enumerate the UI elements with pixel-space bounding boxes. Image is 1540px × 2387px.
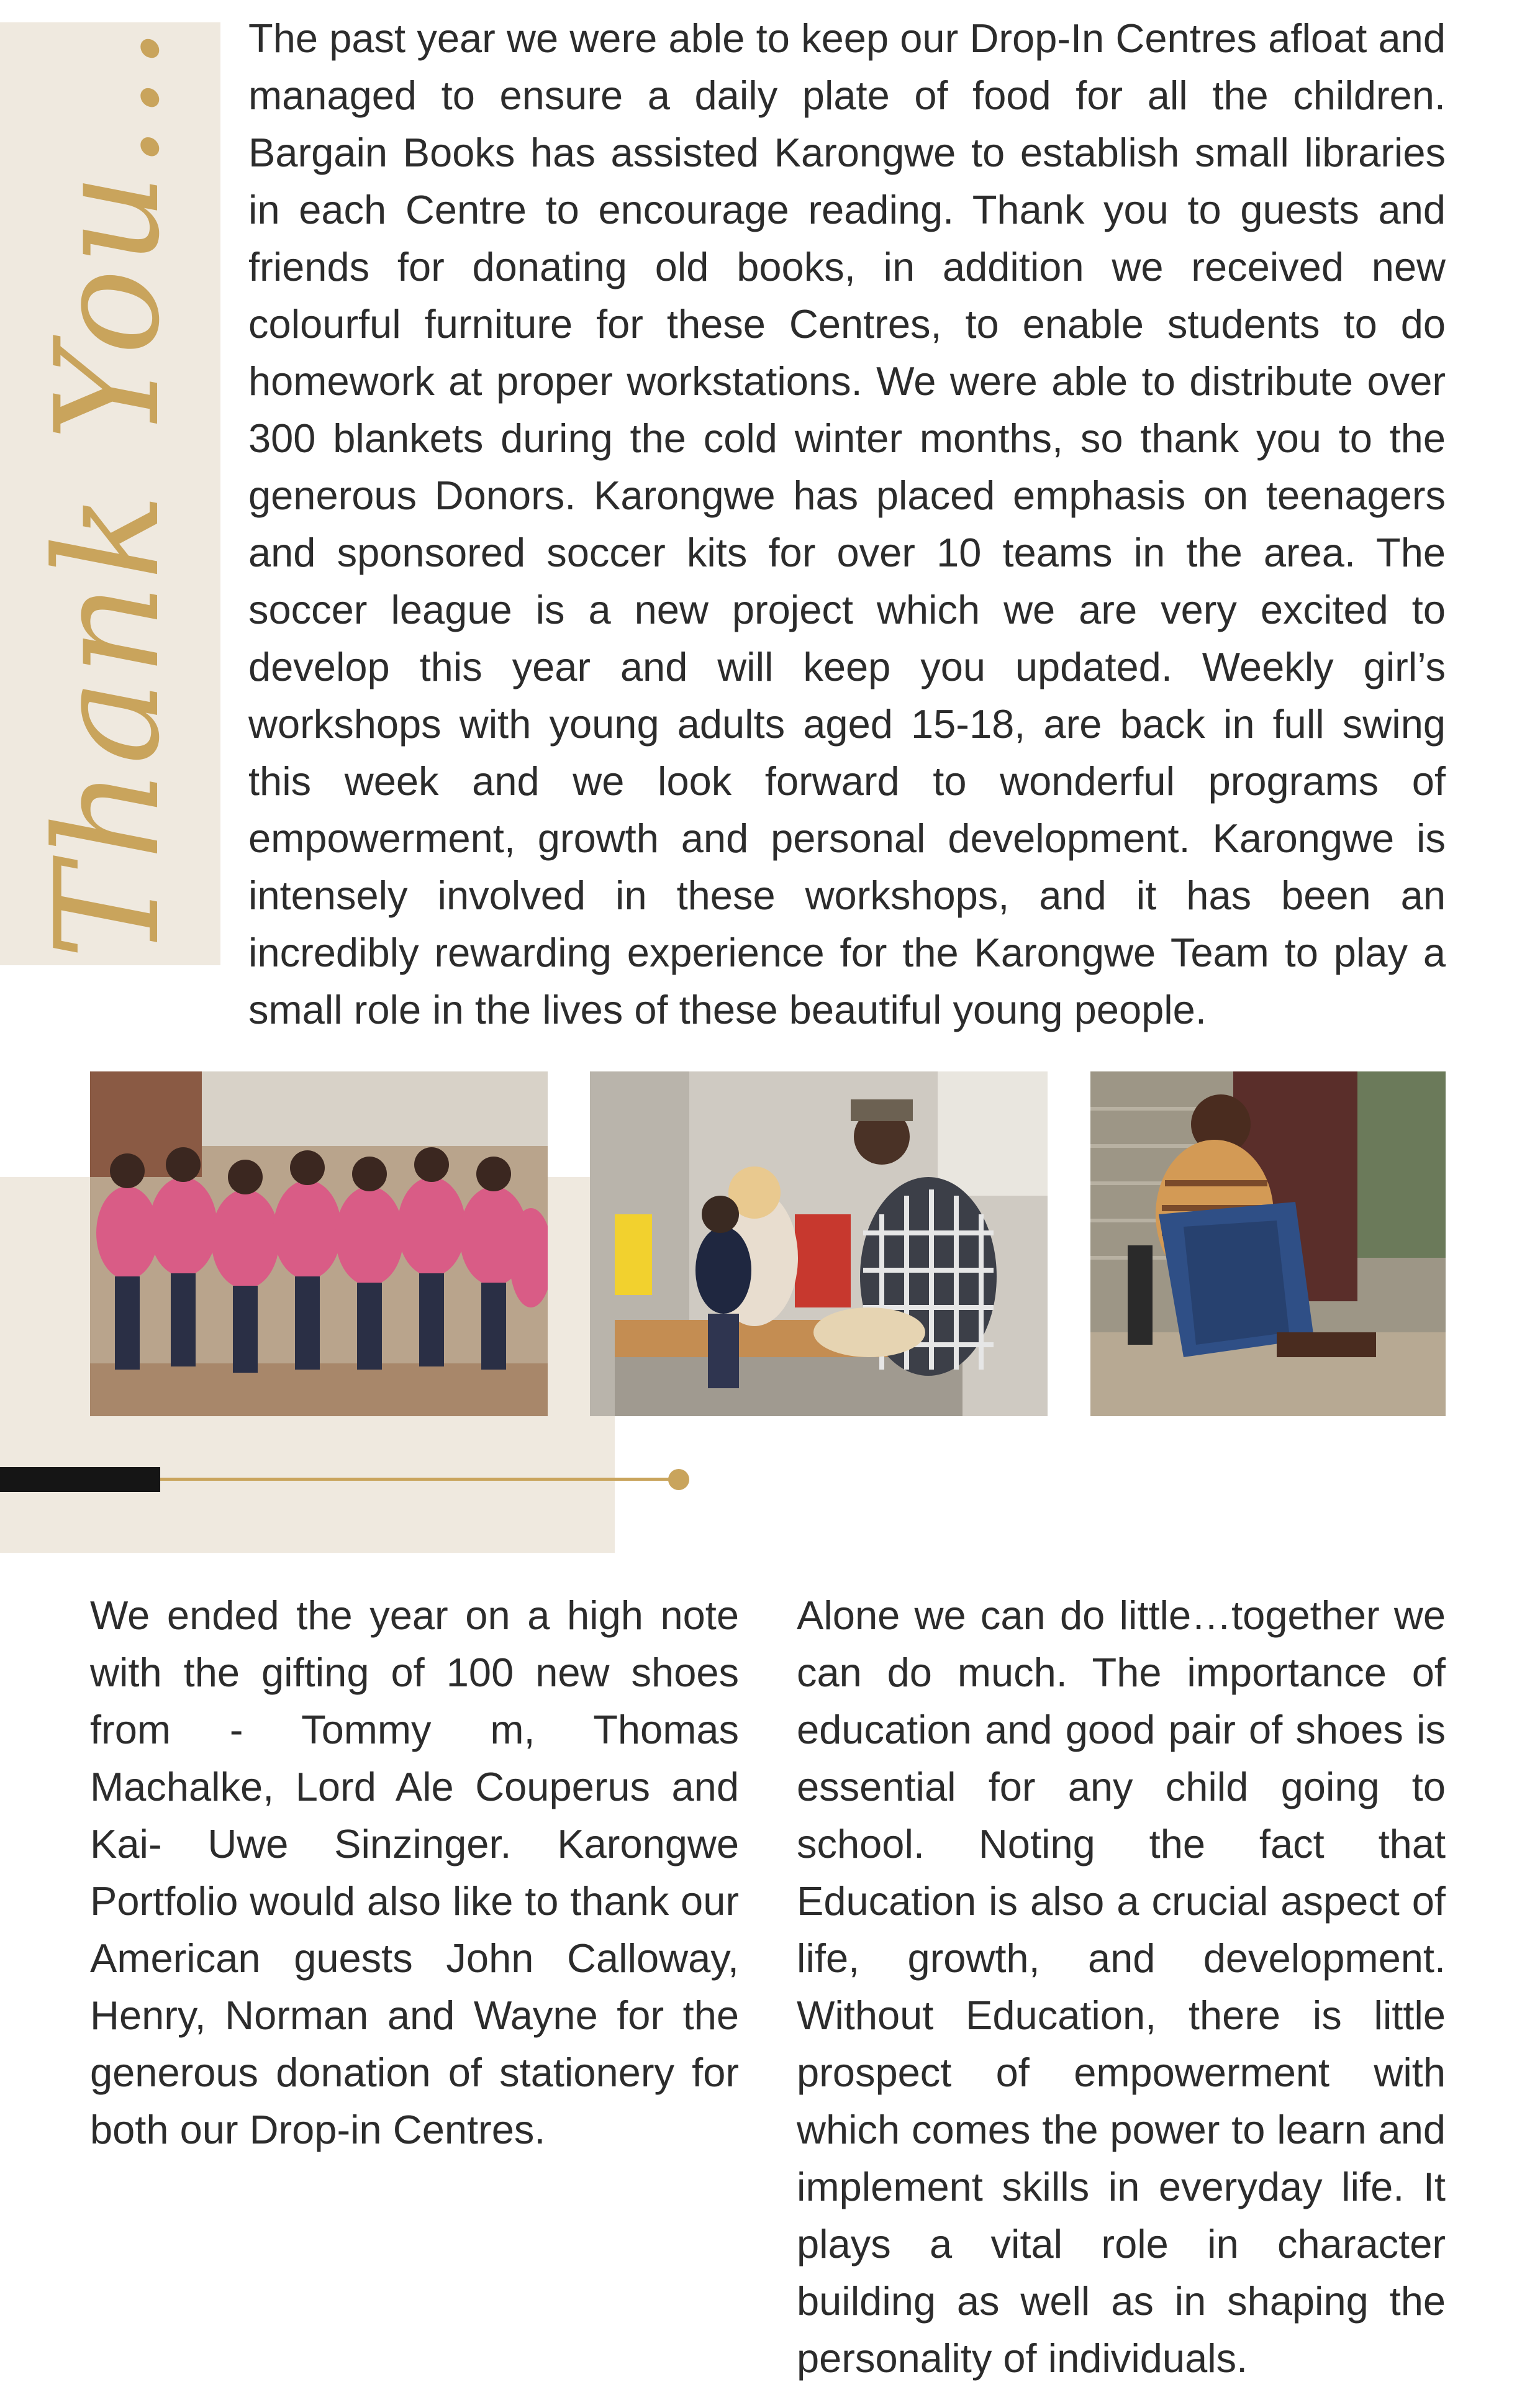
woman-with-child-and-man-at-table-photo <box>590 1071 1048 1416</box>
intro-paragraph: The past year we were able to keep our Drop-In Centres afloat and managed to ensure a daily plate of food for all the children. Bargain Books has assisted Karongwe to establish small libraries in each Centre to encourage reading. Thank you to guests and friends for donating old books, in addition we received new colourful furniture for these Centres, to enable students to do homework at proper workstations. We were able to distribute over 300 blankets during the cold winter months, so thank you to the generous Donors. Karongwe has placed emphasis on teenagers and sponsored soccer kits for over 10 teams in the area. The soccer league is a new project which we are very excited to develop this year and will keep you updated. Weekly girl’s workshops with young adults aged 15-18, are back in full swing this week and we look forward to wonderful programs of empowerment, growth and personal development. Karongwe is intensely involved in these workshops, and it has been an incredibly rewarding experience for the Karongwe Team to play a small role in the lives of these beautiful young people. <box>248 16 1446 1032</box>
left-column-paragraph: We ended the year on a high note with the gifting of 100 new shoes from - Tommy m, Thomas Machalke, Lord Ale Couperus and Kai- Uwe Sinzinger. Karongwe Portfolio would also like to thank our American guests John Calloway, Henry, Norman and Wayne for the generous donation of stationery for both our Drop-in Centres. <box>90 1593 739 2152</box>
divider-black-bar <box>0 1467 160 1492</box>
divider-gold-dot <box>668 1469 689 1490</box>
right-column-paragraph: Alone we can do little…together we can do much. The importance of education and good pair of shoes is essential for any child going to school. Noting the fact that Education is also a crucial aspect of life, growth, and development. Without Education, there is little prospect of empowerment with which comes the power to learn and implement skills in everyday life. It plays a vital role in character building as well as in shaping the personality of individuals. <box>797 1593 1446 2381</box>
man-holding-denim-jeans-photo <box>1090 1071 1446 1416</box>
group-of-girls-in-pink-shirts-photo <box>90 1071 548 1416</box>
divider-gold-line <box>160 1478 677 1481</box>
page-title: Thank You... <box>25 22 191 960</box>
